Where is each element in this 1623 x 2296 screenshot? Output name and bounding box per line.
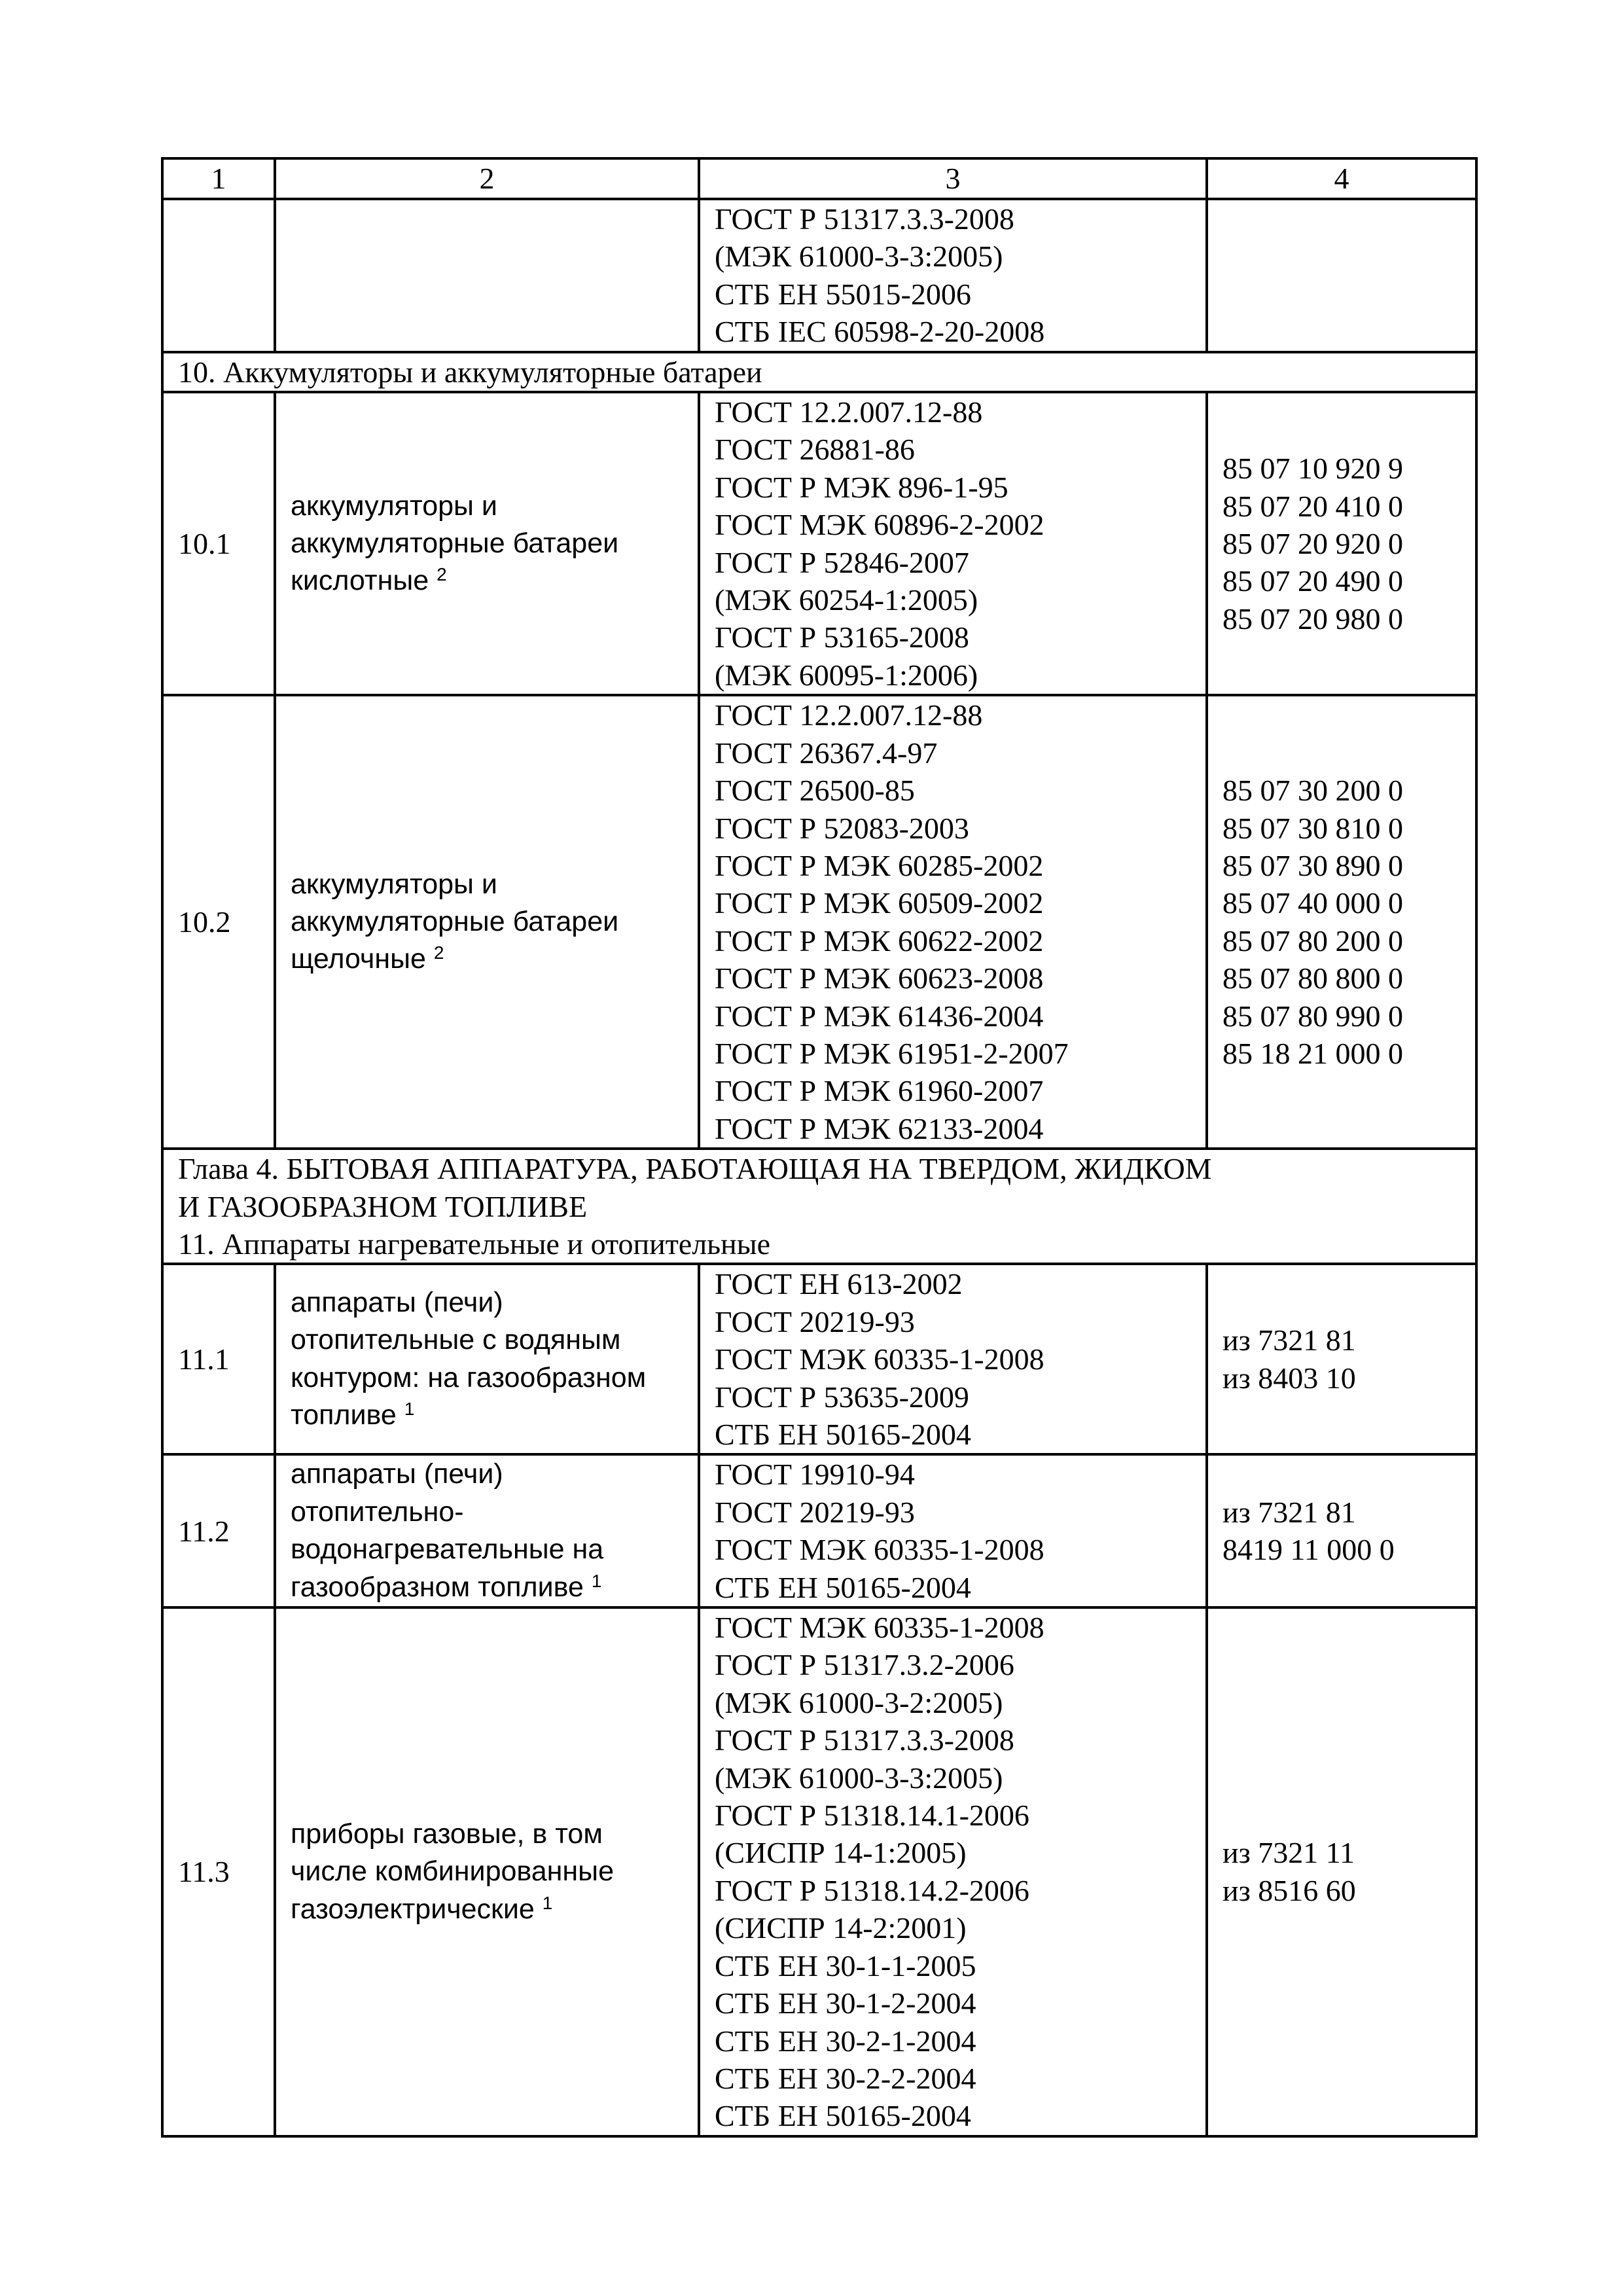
standard-line: ГОСТ 20219-93	[715, 1495, 915, 1529]
standards-cell	[699, 1264, 1207, 1454]
codes-cell	[1207, 1607, 1476, 2136]
section-row-10	[162, 352, 1476, 392]
product-name-text: топливе	[291, 1399, 404, 1431]
standard-line: СТБ ЕН 55015-2006	[715, 277, 971, 311]
product-name-line: водонагревательные на	[291, 1534, 604, 1566]
standard-line: (СИСПР 14-2:2001)	[715, 1911, 967, 1945]
code-line: из 8516 60	[1222, 1873, 1356, 1907]
product-name-line	[291, 1397, 698, 1434]
product-name-line	[291, 1891, 698, 1928]
standard-line: ГОСТ ЕН 613-2002	[715, 1267, 963, 1301]
codes-cell	[1207, 1454, 1476, 1607]
standard-line: ГОСТ Р МЭК 896-1-95	[715, 470, 1008, 504]
standard-line: (МЭК 60095-1:2006)	[715, 658, 978, 692]
standard-line: СТБ IEC 60598-2-20-2008	[715, 315, 1045, 349]
table-row-11-3	[162, 1607, 1476, 2136]
header-col-2: 2	[275, 158, 699, 199]
code-line: 85 07 80 200 0	[1222, 924, 1403, 958]
product-name-line	[291, 1569, 698, 1606]
standard-line: ГОСТ МЭК 60896-2-2002	[715, 508, 1044, 542]
row-number: 11.2	[162, 1454, 275, 1607]
footnote-mark: 2	[433, 942, 444, 963]
product-name-cell	[275, 1607, 699, 2136]
code-line: 85 07 20 410 0	[1222, 489, 1403, 523]
code-line: 85 07 80 800 0	[1222, 961, 1403, 996]
standards-cell	[699, 1454, 1207, 1607]
table-row-10-1	[162, 392, 1476, 695]
product-name-line: отопительные с водяным	[291, 1324, 621, 1356]
product-name-text: кислотные	[291, 565, 437, 597]
standard-line: ГОСТ Р 52846-2007	[715, 545, 969, 579]
product-name-line: аккумуляторы и	[291, 490, 497, 522]
code-line: из 7321 81	[1222, 1495, 1356, 1529]
standards-cell	[699, 1607, 1207, 2136]
standard-line: ГОСТ 19910-94	[715, 1458, 915, 1492]
header-col-4: 4	[1207, 158, 1476, 199]
code-line: из 7321 81	[1222, 1323, 1356, 1357]
code-line: 85 07 10 920 9	[1222, 452, 1403, 486]
chapter-title-cell	[162, 1149, 1476, 1264]
footnote-mark: 2	[437, 564, 447, 585]
standard-line: ГОСТ Р 51317.3.2-2006	[715, 1648, 1014, 1682]
code-line: 85 07 20 920 0	[1222, 526, 1403, 560]
section-title-10: 10. Аккумуляторы и аккумуляторные батареи	[162, 352, 1476, 392]
product-name-line: аккумуляторные батареи	[291, 906, 619, 938]
continuation-num-cell	[162, 199, 275, 352]
product-name-text: газообразном топливе	[291, 1571, 592, 1603]
product-name-line: аккумуляторные батареи	[291, 527, 619, 559]
continuation-standards-cell	[699, 199, 1207, 352]
standard-line: СТБ ЕН 30-1-2-2004	[715, 1986, 976, 2020]
continuation-row	[162, 199, 1476, 352]
codes-cell	[1207, 695, 1476, 1149]
row-number: 11.3	[162, 1607, 275, 2136]
table-row-11-1	[162, 1264, 1476, 1454]
code-line: 8419 11 000 0	[1222, 1533, 1395, 1567]
standard-line: ГОСТ Р 52083-2003	[715, 811, 969, 845]
header-row	[162, 158, 1476, 199]
continuation-name-cell	[275, 199, 699, 352]
code-line: 85 07 20 490 0	[1222, 564, 1403, 598]
product-name-line: числе комбинированные	[291, 1856, 614, 1888]
standard-line: ГОСТ Р МЭК 61436-2004	[715, 999, 1044, 1033]
standard-line: ГОСТ Р МЭК 61951-2-2007	[715, 1036, 1069, 1070]
standard-line: ГОСТ Р МЭК 62133-2004	[715, 1111, 1044, 1145]
standard-line: ГОСТ Р МЭК 60622-2002	[715, 924, 1044, 958]
codes-cell	[1207, 392, 1476, 695]
standard-line: ГОСТ 12.2.007.12-88	[715, 395, 983, 429]
standard-line: ГОСТ МЭК 60335-1-2008	[715, 1533, 1044, 1567]
product-name-line: отопительно-	[291, 1496, 464, 1528]
standard-line: СТБ ЕН 50165-2004	[715, 1570, 971, 1604]
code-line: 85 07 30 890 0	[1222, 848, 1403, 882]
code-line: из 7321 11	[1222, 1836, 1355, 1870]
product-name-cell	[275, 1454, 699, 1607]
continuation-codes-cell	[1207, 199, 1476, 352]
chapter-title-line: Глава 4. БЫТОВАЯ АППАРАТУРА, РАБОТАЮЩАЯ НА ТВЕРДОМ, ЖИДКОМ	[178, 1152, 1212, 1186]
code-line: 85 07 30 810 0	[1222, 811, 1403, 845]
code-line: 85 07 30 200 0	[1222, 774, 1403, 808]
code-line: 85 07 20 980 0	[1222, 601, 1403, 636]
code-line: 85 07 40 000 0	[1222, 886, 1403, 920]
standard-line: ГОСТ 20219-93	[715, 1304, 915, 1338]
row-number: 11.1	[162, 1264, 275, 1454]
standards-table	[161, 157, 1478, 2138]
standard-line: СТБ ЕН 30-2-2-2004	[715, 2061, 976, 2095]
section-title-11: 11. Аппараты нагревательные и отопительные	[178, 1227, 771, 1261]
standard-line: (СИСПР 14-1:2005)	[715, 1836, 967, 1870]
standard-line: ГОСТ МЭК 60335-1-2008	[715, 1611, 1044, 1645]
chapter-row-4	[162, 1149, 1476, 1264]
standard-line: ГОСТ Р МЭК 60509-2002	[715, 886, 1044, 920]
product-name-cell	[275, 695, 699, 1149]
standard-line: ГОСТ Р МЭК 60623-2008	[715, 961, 1044, 996]
standard-line: СТБ ЕН 30-2-1-2004	[715, 2024, 976, 2058]
table-row-11-2	[162, 1454, 1476, 1607]
product-name-line	[291, 941, 698, 978]
row-number: 10.1	[162, 392, 275, 695]
footnote-mark: 1	[542, 1892, 553, 1913]
product-name-cell	[275, 392, 699, 695]
standard-line: СТБ ЕН 50165-2004	[715, 1418, 971, 1451]
standard-line: (МЭК 61000-3-3:2005)	[715, 1761, 1003, 1795]
standard-line: СТБ ЕН 50165-2004	[715, 2099, 971, 2133]
row-number: 10.2	[162, 695, 275, 1149]
product-name-line	[291, 562, 698, 600]
header-col-1: 1	[162, 158, 275, 199]
standard-line: ГОСТ Р 53165-2008	[715, 620, 969, 655]
footnote-mark: 1	[591, 1570, 602, 1591]
standard-line: ГОСТ Р МЭК 60285-2002	[715, 848, 1044, 882]
standards-cell	[699, 695, 1207, 1149]
product-name-line: аккумуляторы и	[291, 868, 497, 900]
standard-line: ГОСТ 26500-85	[715, 774, 915, 808]
standards-cell	[699, 392, 1207, 695]
standard-line: (МЭК 60254-1:2005)	[715, 583, 978, 617]
standard-line: ГОСТ Р 51318.14.1-2006	[715, 1799, 1029, 1833]
standard-line: ГОСТ 26367.4-97	[715, 736, 938, 770]
header-col-3: 3	[699, 158, 1207, 199]
standard-line: ГОСТ 26881-86	[715, 433, 915, 467]
footnote-mark: 1	[404, 1399, 415, 1420]
product-name-line: контуром: на газообразном	[291, 1361, 647, 1393]
product-name-line: аппараты (печи)	[291, 1287, 503, 1319]
standard-line: ГОСТ МЭК 60335-1-2008	[715, 1342, 1044, 1376]
product-name-text: щелочные	[291, 943, 434, 975]
product-name-text: газоэлектрические	[291, 1893, 543, 1925]
code-line: 85 18 21 000 0	[1222, 1036, 1403, 1070]
chapter-title-line: И ГАЗООБРАЗНОМ ТОПЛИВЕ	[178, 1189, 588, 1223]
code-line: из 8403 10	[1222, 1361, 1356, 1395]
product-name-cell	[275, 1264, 699, 1454]
standard-line: ГОСТ Р 53635-2009	[715, 1380, 969, 1414]
standard-line: СТБ ЕН 30-1-1-2005	[715, 1948, 976, 1982]
standard-line: ГОСТ Р 51317.3.3-2008	[715, 1723, 1014, 1757]
standard-line: ГОСТ 12.2.007.12-88	[715, 698, 983, 732]
standard-line: ГОСТ Р МЭК 61960-2007	[715, 1074, 1044, 1108]
standard-line: (МЭК 61000-3-2:2005)	[715, 1685, 1003, 1719]
codes-cell	[1207, 1264, 1476, 1454]
product-name-line: аппараты (печи)	[291, 1458, 503, 1490]
standard-line: (МЭК 61000-3-3:2005)	[715, 240, 1003, 274]
product-name-line: приборы газовые, в том	[291, 1818, 603, 1850]
standard-line: ГОСТ Р 51318.14.2-2006	[715, 1873, 1029, 1907]
standard-line: ГОСТ Р 51317.3.3-2008	[715, 202, 1014, 236]
table-row-10-2	[162, 695, 1476, 1149]
code-line: 85 07 80 990 0	[1222, 999, 1403, 1033]
